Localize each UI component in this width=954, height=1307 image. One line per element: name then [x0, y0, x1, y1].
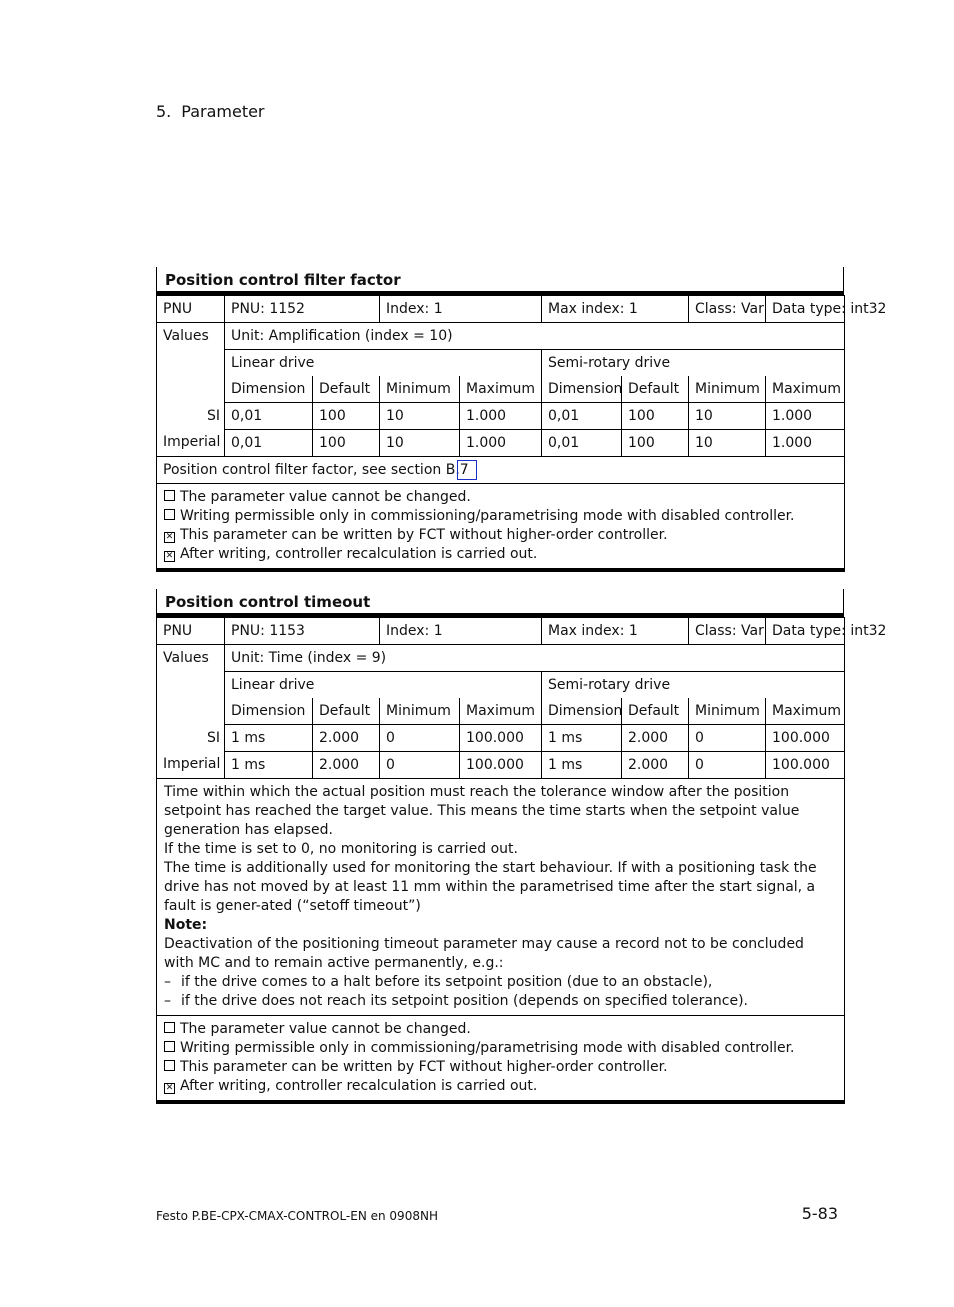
footer-doc-id: Festo P.BE-CPX-CMAX-CONTROL-EN en 0908NH: [156, 1209, 438, 1223]
index-value: Index: 1: [380, 618, 542, 645]
data-type-value: Data type: int32: [766, 296, 845, 323]
max-index-value: Max index: 1: [542, 296, 689, 323]
checkbox-icon: [164, 490, 175, 501]
linear-drive-header: Linear drive: [225, 350, 542, 377]
col-header: Default: [313, 698, 380, 725]
check-item: [164, 1077, 837, 1096]
check-item: [164, 1058, 837, 1077]
table-row: [157, 725, 845, 752]
col-header: Minimum: [380, 376, 460, 403]
col-header: Minimum: [689, 698, 766, 725]
cell: 100: [622, 430, 689, 457]
cell: 10: [689, 403, 766, 430]
cell: 100: [622, 403, 689, 430]
cell: 0: [380, 725, 460, 752]
col-header: Default: [313, 376, 380, 403]
row-label: SI: [157, 403, 225, 430]
check-item: [164, 1020, 837, 1039]
dash-marker: –: [164, 993, 171, 1009]
semi-rotary-header: Semi-rotary drive: [542, 350, 845, 377]
values-spacer: [157, 350, 225, 377]
cell: 1.000: [460, 403, 542, 430]
list-item-text: if the drive does not reach its setpoint position (depends on specified tolerance).: [181, 993, 748, 1009]
description-paragraph: The time is additionally used for monitoring the start behaviour. If with a positioning task the drive has not moved by at least 11 mm within the parametrised time after the start signal, a fault is gener-ated (“setoff timeout”): [164, 860, 817, 914]
row-label: SI: [157, 725, 225, 752]
class-value: Class: Var: [689, 296, 766, 323]
cell: 1 ms: [542, 752, 622, 779]
check-text: This parameter can be written by FCT without higher-order controller.: [180, 527, 668, 543]
check-text: The parameter value cannot be changed.: [180, 1021, 471, 1037]
list-item: [164, 973, 837, 992]
checkbox-icon: ✕: [165, 551, 174, 561]
table-row: [157, 430, 845, 457]
index-value: Index: 1: [380, 296, 542, 323]
check-item: [164, 545, 837, 564]
page-number: 5-83: [801, 1204, 838, 1223]
class-value: Class: Var: [689, 618, 766, 645]
cell: 0,01: [225, 430, 313, 457]
parameter-block-filter-factor: [156, 267, 887, 572]
parameter-block-timeout: [156, 589, 887, 1104]
col-header: Dimension: [542, 698, 622, 725]
check-item: [164, 526, 837, 545]
pnu-label: PNU: [157, 618, 225, 645]
col-header: Dimension: [225, 698, 313, 725]
row-label: Imperial: [157, 752, 225, 779]
cell: 0: [689, 725, 766, 752]
check-text: The parameter value cannot be changed.: [180, 489, 471, 505]
col-header: Maximum: [766, 698, 845, 725]
data-type-value: Data type: int32: [766, 618, 845, 645]
cell: 1.000: [460, 430, 542, 457]
col-header: Default: [622, 376, 689, 403]
parameter-table: [156, 295, 887, 572]
col-header: Maximum: [766, 376, 845, 403]
values-label: Values: [157, 645, 225, 672]
description-paragraph: Time within which the actual position must reach the tolerance window after the position setpoint has reached the target value. This means the time starts when the setpoint value generation has elapsed.: [164, 784, 800, 838]
table-row: [157, 403, 845, 430]
checkbox-icon: [164, 1041, 175, 1052]
col-header: Minimum: [380, 698, 460, 725]
description-text: Position control filter factor, see section B.7: [163, 462, 469, 478]
block-title: Position control timeout: [156, 589, 844, 617]
check-item: [164, 1039, 837, 1058]
section-link[interactable]: [457, 460, 477, 480]
note-label: Note:: [164, 917, 208, 933]
check-text: After writing, controller recalculation is carried out.: [180, 546, 538, 562]
table-row: [157, 752, 845, 779]
check-item: [164, 488, 837, 507]
chapter-number: 5.: [156, 102, 172, 121]
pnu-value: PNU: 1153: [225, 618, 380, 645]
checkbox-icon: ✕: [165, 1083, 174, 1093]
check-text: After writing, controller recalculation is carried out.: [180, 1078, 538, 1094]
col-header: Maximum: [460, 376, 542, 403]
col-header: Maximum: [460, 698, 542, 725]
cell: 100.000: [460, 725, 542, 752]
cell: 1 ms: [225, 752, 313, 779]
semi-rotary-header: Semi-rotary drive: [542, 672, 845, 699]
cell: 100: [313, 430, 380, 457]
cell: 10: [380, 403, 460, 430]
row-label: Imperial: [157, 430, 225, 457]
chapter-title: Parameter: [181, 102, 265, 121]
cell: 1 ms: [225, 725, 313, 752]
description-paragraph: Deactivation of the positioning timeout parameter may cause a record not to be concluded with MC and to remain active permanently, e.g.:: [164, 936, 804, 971]
linear-drive-header: Linear drive: [225, 672, 542, 699]
cell: 0,01: [542, 403, 622, 430]
list-item: [164, 992, 837, 1011]
check-text: Writing permissible only in commissioning/parametrising mode with disabled controller.: [180, 508, 795, 524]
cell: 2.000: [622, 725, 689, 752]
cell: 2.000: [313, 752, 380, 779]
values-label: Values: [157, 323, 225, 350]
cell: 0,01: [225, 403, 313, 430]
parameter-table: [156, 617, 887, 1104]
check-text: Writing permissible only in commissioning/parametrising mode with disabled controller.: [180, 1040, 795, 1056]
cell: 0: [689, 752, 766, 779]
cell: 2.000: [622, 752, 689, 779]
cell: 100: [313, 403, 380, 430]
values-spacer: [157, 698, 225, 725]
checkbox-list: [157, 1016, 845, 1103]
col-header: Dimension: [542, 376, 622, 403]
checkbox-list: [157, 484, 845, 571]
unit-value: Unit: Time (index = 9): [225, 645, 845, 672]
pnu-label: PNU: [157, 296, 225, 323]
checkbox-icon: [164, 1022, 175, 1033]
cell: 1.000: [766, 430, 845, 457]
list-item-text: if the drive comes to a halt before its setpoint position (due to an obstacle),: [181, 974, 713, 990]
check-text: This parameter can be written by FCT without higher-order controller.: [180, 1059, 668, 1075]
cell: 10: [380, 430, 460, 457]
pnu-value: PNU: 1152: [225, 296, 380, 323]
values-spacer: [157, 376, 225, 403]
cell: 1 ms: [542, 725, 622, 752]
col-header: Minimum: [689, 376, 766, 403]
cell: 10: [689, 430, 766, 457]
values-spacer: [157, 672, 225, 699]
cell: 2.000: [313, 725, 380, 752]
checkbox-icon: ✕: [165, 532, 174, 542]
col-header: Dimension: [225, 376, 313, 403]
description-cell: [157, 457, 845, 484]
cell: 1.000: [766, 403, 845, 430]
col-header: Default: [622, 698, 689, 725]
dash-marker: –: [164, 974, 171, 990]
check-item: [164, 507, 837, 526]
cell: 100.000: [766, 725, 845, 752]
chapter-header: [156, 102, 265, 121]
cell: 0,01: [542, 430, 622, 457]
cell: 100.000: [460, 752, 542, 779]
checkbox-icon: [164, 509, 175, 520]
description-cell: [157, 779, 845, 1016]
checkbox-icon: [164, 1060, 175, 1071]
description-paragraph: If the time is set to 0, no monitoring is carried out.: [164, 841, 518, 857]
cell: 100.000: [766, 752, 845, 779]
unit-value: Unit: Amplification (index = 10): [225, 323, 845, 350]
max-index-value: Max index: 1: [542, 618, 689, 645]
block-title: Position control filter factor: [156, 267, 844, 295]
cell: 0: [380, 752, 460, 779]
